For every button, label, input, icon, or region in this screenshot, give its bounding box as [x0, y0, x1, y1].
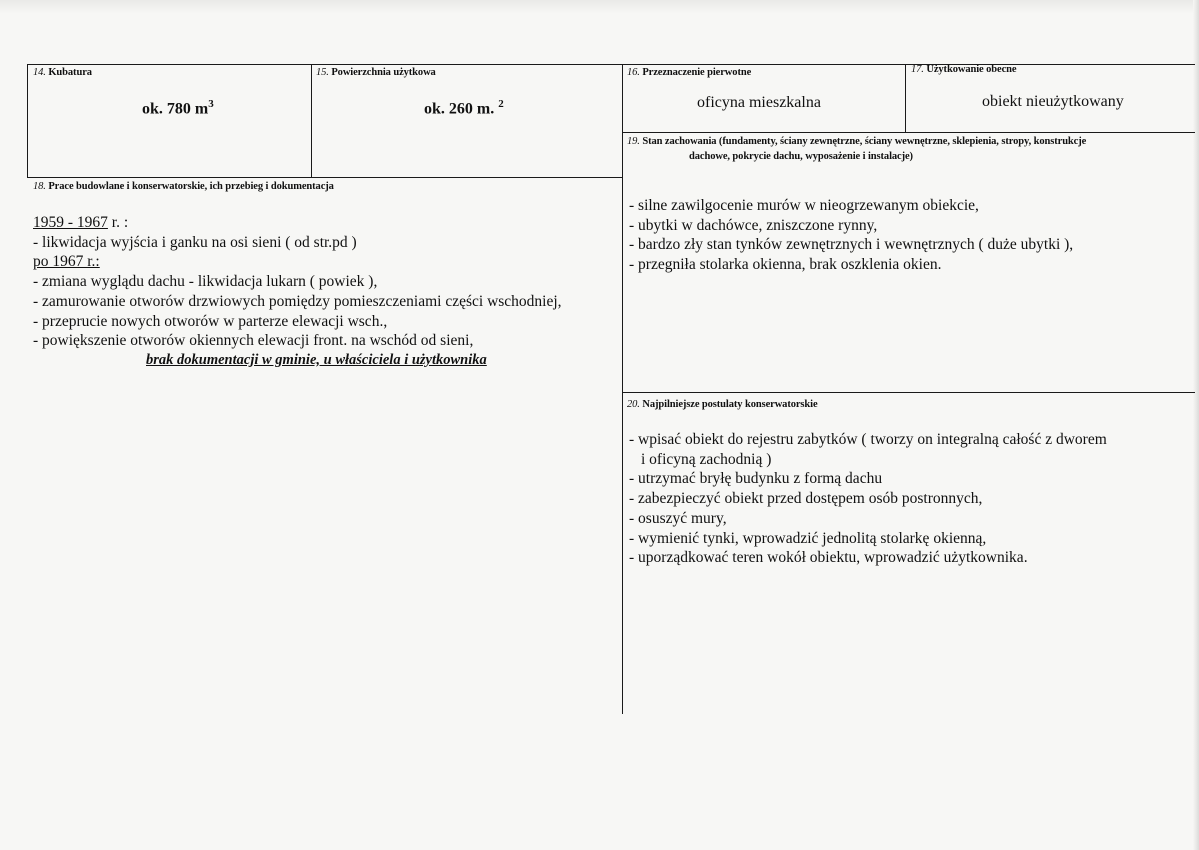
- section-20-body: [629, 430, 1107, 568]
- documentation-note: [33, 351, 562, 371]
- period-1-suffix: r. :: [107, 214, 129, 231]
- section-16-title: Przeznaczenie pierwotne: [642, 67, 752, 78]
- section-19-body: [629, 196, 1073, 275]
- section-19-label: [627, 134, 1086, 164]
- section-17-value: obiekt nieużytkowany: [982, 93, 1124, 110]
- scan-edge-top: [0, 0, 1199, 14]
- divider-center: [622, 64, 623, 714]
- section-18-body: [33, 213, 562, 371]
- list-item: - przeprucie nowych otworów w parterze elewacji wsch.,: [33, 312, 388, 330]
- period-1-dates: 1959 - 1967: [33, 214, 108, 231]
- section-18-number: 18.: [33, 181, 46, 192]
- powierzchnia-unit-exponent: 2: [498, 98, 504, 110]
- divider-14-15: [311, 64, 312, 177]
- section-15-label: [316, 67, 436, 78]
- list-item: - osuszyć mury,: [629, 509, 727, 527]
- section-18-label: [33, 181, 334, 192]
- list-item: - powiększenie otworów okiennych elewacji front. na wschód od sieni,: [33, 332, 474, 350]
- section-15-title: Powierzchnia użytkowa: [331, 67, 436, 78]
- divider-row-18: [27, 177, 622, 178]
- divider-16-17: [905, 64, 906, 132]
- section-16-label: [627, 67, 751, 78]
- section-20-label: [627, 399, 818, 410]
- section-20-title: Najpilniejsze postulaty konserwatorskie: [642, 399, 818, 410]
- documentation-note-text: brak dokumentacji w gminie, u właściciela i użytkownika: [146, 351, 487, 368]
- list-item: - silne zawilgocenie murów w nieogrzewanym obiekcie,: [629, 197, 979, 214]
- section-14-value: [142, 98, 214, 118]
- section-20-number: 20.: [627, 399, 640, 410]
- scan-edge-right: [1193, 0, 1199, 850]
- divider-row-19: [622, 132, 1195, 133]
- list-item: - zmiana wyglądu dachu - likwidacja lukarn ( powiek ),: [33, 273, 378, 291]
- list-item: - uporządkować teren wokół obiektu, wprowadzić użytkownika.: [629, 549, 1028, 567]
- section-16-value: oficyna mieszkalna: [697, 94, 821, 111]
- list-item: - likwidacja wyjścia i ganku na osi sieni ( od str.pd ): [33, 233, 357, 251]
- section-18-title: Prace budowlane i konserwatorskie, ich przebieg i dokumentacja: [48, 181, 334, 192]
- kubatura-value: ok. 780 m: [142, 100, 209, 118]
- powierzchnia-value: ok. 260 m.: [424, 100, 495, 118]
- section-16-number: 16.: [627, 67, 640, 78]
- section-14-title: Kubatura: [48, 67, 92, 78]
- section-14-number: 14.: [33, 67, 46, 78]
- section-17-number: 17.: [911, 64, 924, 75]
- list-item: - bardzo zły stan tynków zewnętrznych i wewnętrznych ( duże ubytki ),: [629, 236, 1074, 254]
- section-19-title-1: Stan zachowania (fundamenty, ściany zewnętrzne, ściany wewnętrzne, sklepienia, stropy, konstrukcje: [642, 136, 1087, 147]
- section-17-title: Użytkowanie obecne: [926, 64, 1017, 75]
- list-item: - wymienić tynki, wprowadzić jednolitą stolarkę okienną,: [629, 529, 987, 547]
- form-left-border: [27, 64, 28, 177]
- section-17-label: [911, 64, 1016, 75]
- section-15-number: 15.: [316, 67, 329, 78]
- list-item-continuation: i oficyną zachodnią ): [641, 450, 772, 468]
- section-19-number: 19.: [627, 136, 640, 147]
- period-heading-2: po 1967 r.:: [33, 253, 100, 271]
- list-item: - zamurowanie otworów drzwiowych pomiędzy pomieszczeniami części wschodniej,: [33, 292, 562, 310]
- kubatura-unit-exponent: 3: [208, 98, 214, 110]
- section-19-title-line2: dachowe, pokrycie dachu, wyposażenie i instalacje): [689, 151, 913, 162]
- list-item: - ubytki w dachówce, zniszczone rynny,: [629, 216, 878, 234]
- section-14-label: [33, 67, 92, 78]
- divider-row-20: [622, 392, 1195, 393]
- section-19-title-line1: [627, 134, 1086, 149]
- list-item: - wpisać obiekt do rejestru zabytków ( tworzy on integralną całość z dworem: [629, 431, 1107, 448]
- form-top-border: [27, 64, 1195, 65]
- list-item: - przegniła stolarka okienna, brak oszklenia okien.: [629, 256, 942, 274]
- list-item: - zabezpieczyć obiekt przed dostępem osób postronnych,: [629, 490, 983, 508]
- list-item: - utrzymać bryłę budynku z formą dachu: [629, 470, 883, 488]
- section-15-value: [424, 98, 504, 118]
- period-heading-1: [33, 213, 562, 233]
